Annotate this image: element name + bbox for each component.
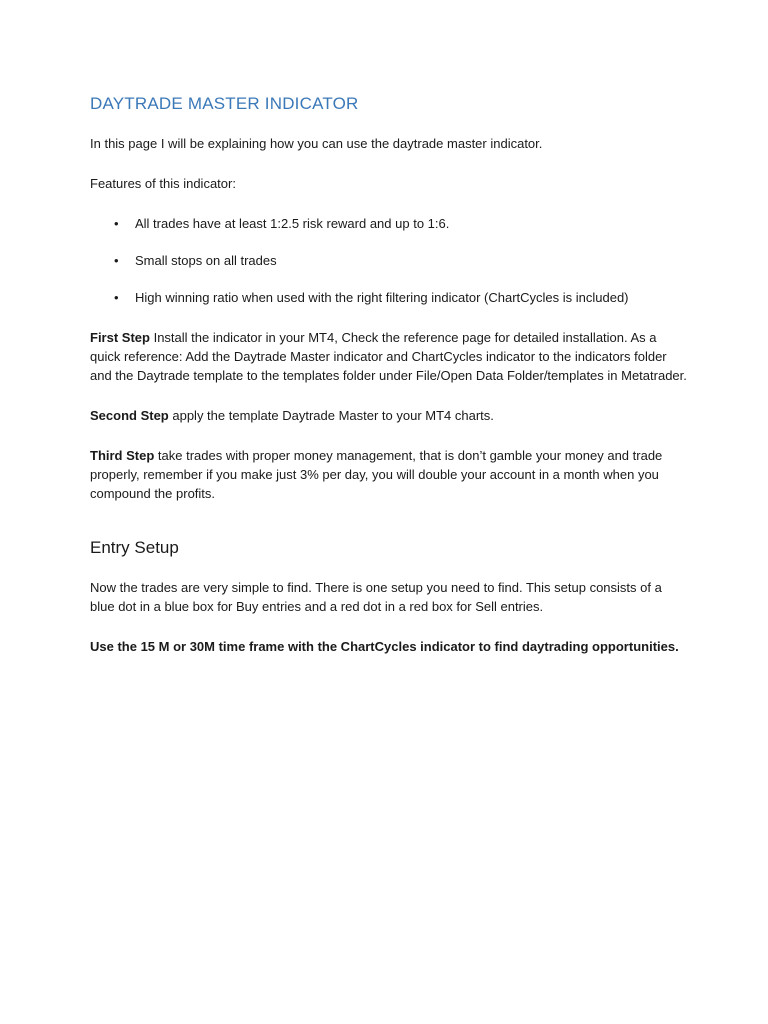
second-step-paragraph <box>90 406 690 425</box>
bullet-icon: • <box>114 216 119 231</box>
bullet-icon: • <box>114 253 119 268</box>
first-step-label: First Step <box>90 330 150 345</box>
first-step-paragraph <box>90 328 690 385</box>
document-title: DAYTRADE MASTER INDICATOR <box>90 94 359 113</box>
first-step-text: Install the indicator in your MT4, Check the reference page for detailed installation. As a quick reference: Add the Daytrade Master indicator and ChartCycles indicator to the indicators folder and the Daytrade template to the templates folder under File/Open Data Folder/templates in Metatrader. <box>90 330 687 383</box>
bullet-icon: • <box>114 290 119 305</box>
document-body <box>90 92 690 656</box>
intro-paragraph: In this page I will be explaining how you can use the daytrade master indicator. <box>90 136 543 151</box>
features-list <box>90 214 690 307</box>
timeframe-note: Use the 15 M or 30M time frame with the ChartCycles indicator to find daytrading opportunities. <box>90 639 679 654</box>
features-label: Features of this indicator: <box>90 176 236 191</box>
second-step-text: apply the template Daytrade Master to your MT4 charts. <box>168 408 494 423</box>
list-item <box>90 251 690 270</box>
entry-setup-heading: Entry Setup <box>90 538 179 557</box>
entry-setup-paragraph: Now the trades are very simple to find. There is one setup you need to find. This setup consists of a blue dot in a blue box for Buy entries and a red dot in a red box for Sell entries. <box>90 580 662 614</box>
third-step-paragraph <box>90 446 690 503</box>
list-item <box>90 214 690 233</box>
feature-text: All trades have at least 1:2.5 risk reward and up to 1:6. <box>135 216 450 231</box>
feature-text: Small stops on all trades <box>135 253 277 268</box>
list-item <box>90 288 690 307</box>
second-step-label: Second Step <box>90 408 169 423</box>
third-step-label: Third Step <box>90 448 155 463</box>
third-step-text: take trades with proper money management, that is don’t gamble your money and trade properly, remember if you make just 3% per day, you will double your account in a month when you compound the profits. <box>90 448 663 501</box>
feature-text: High winning ratio when used with the right filtering indicator (ChartCycles is included) <box>135 290 629 305</box>
